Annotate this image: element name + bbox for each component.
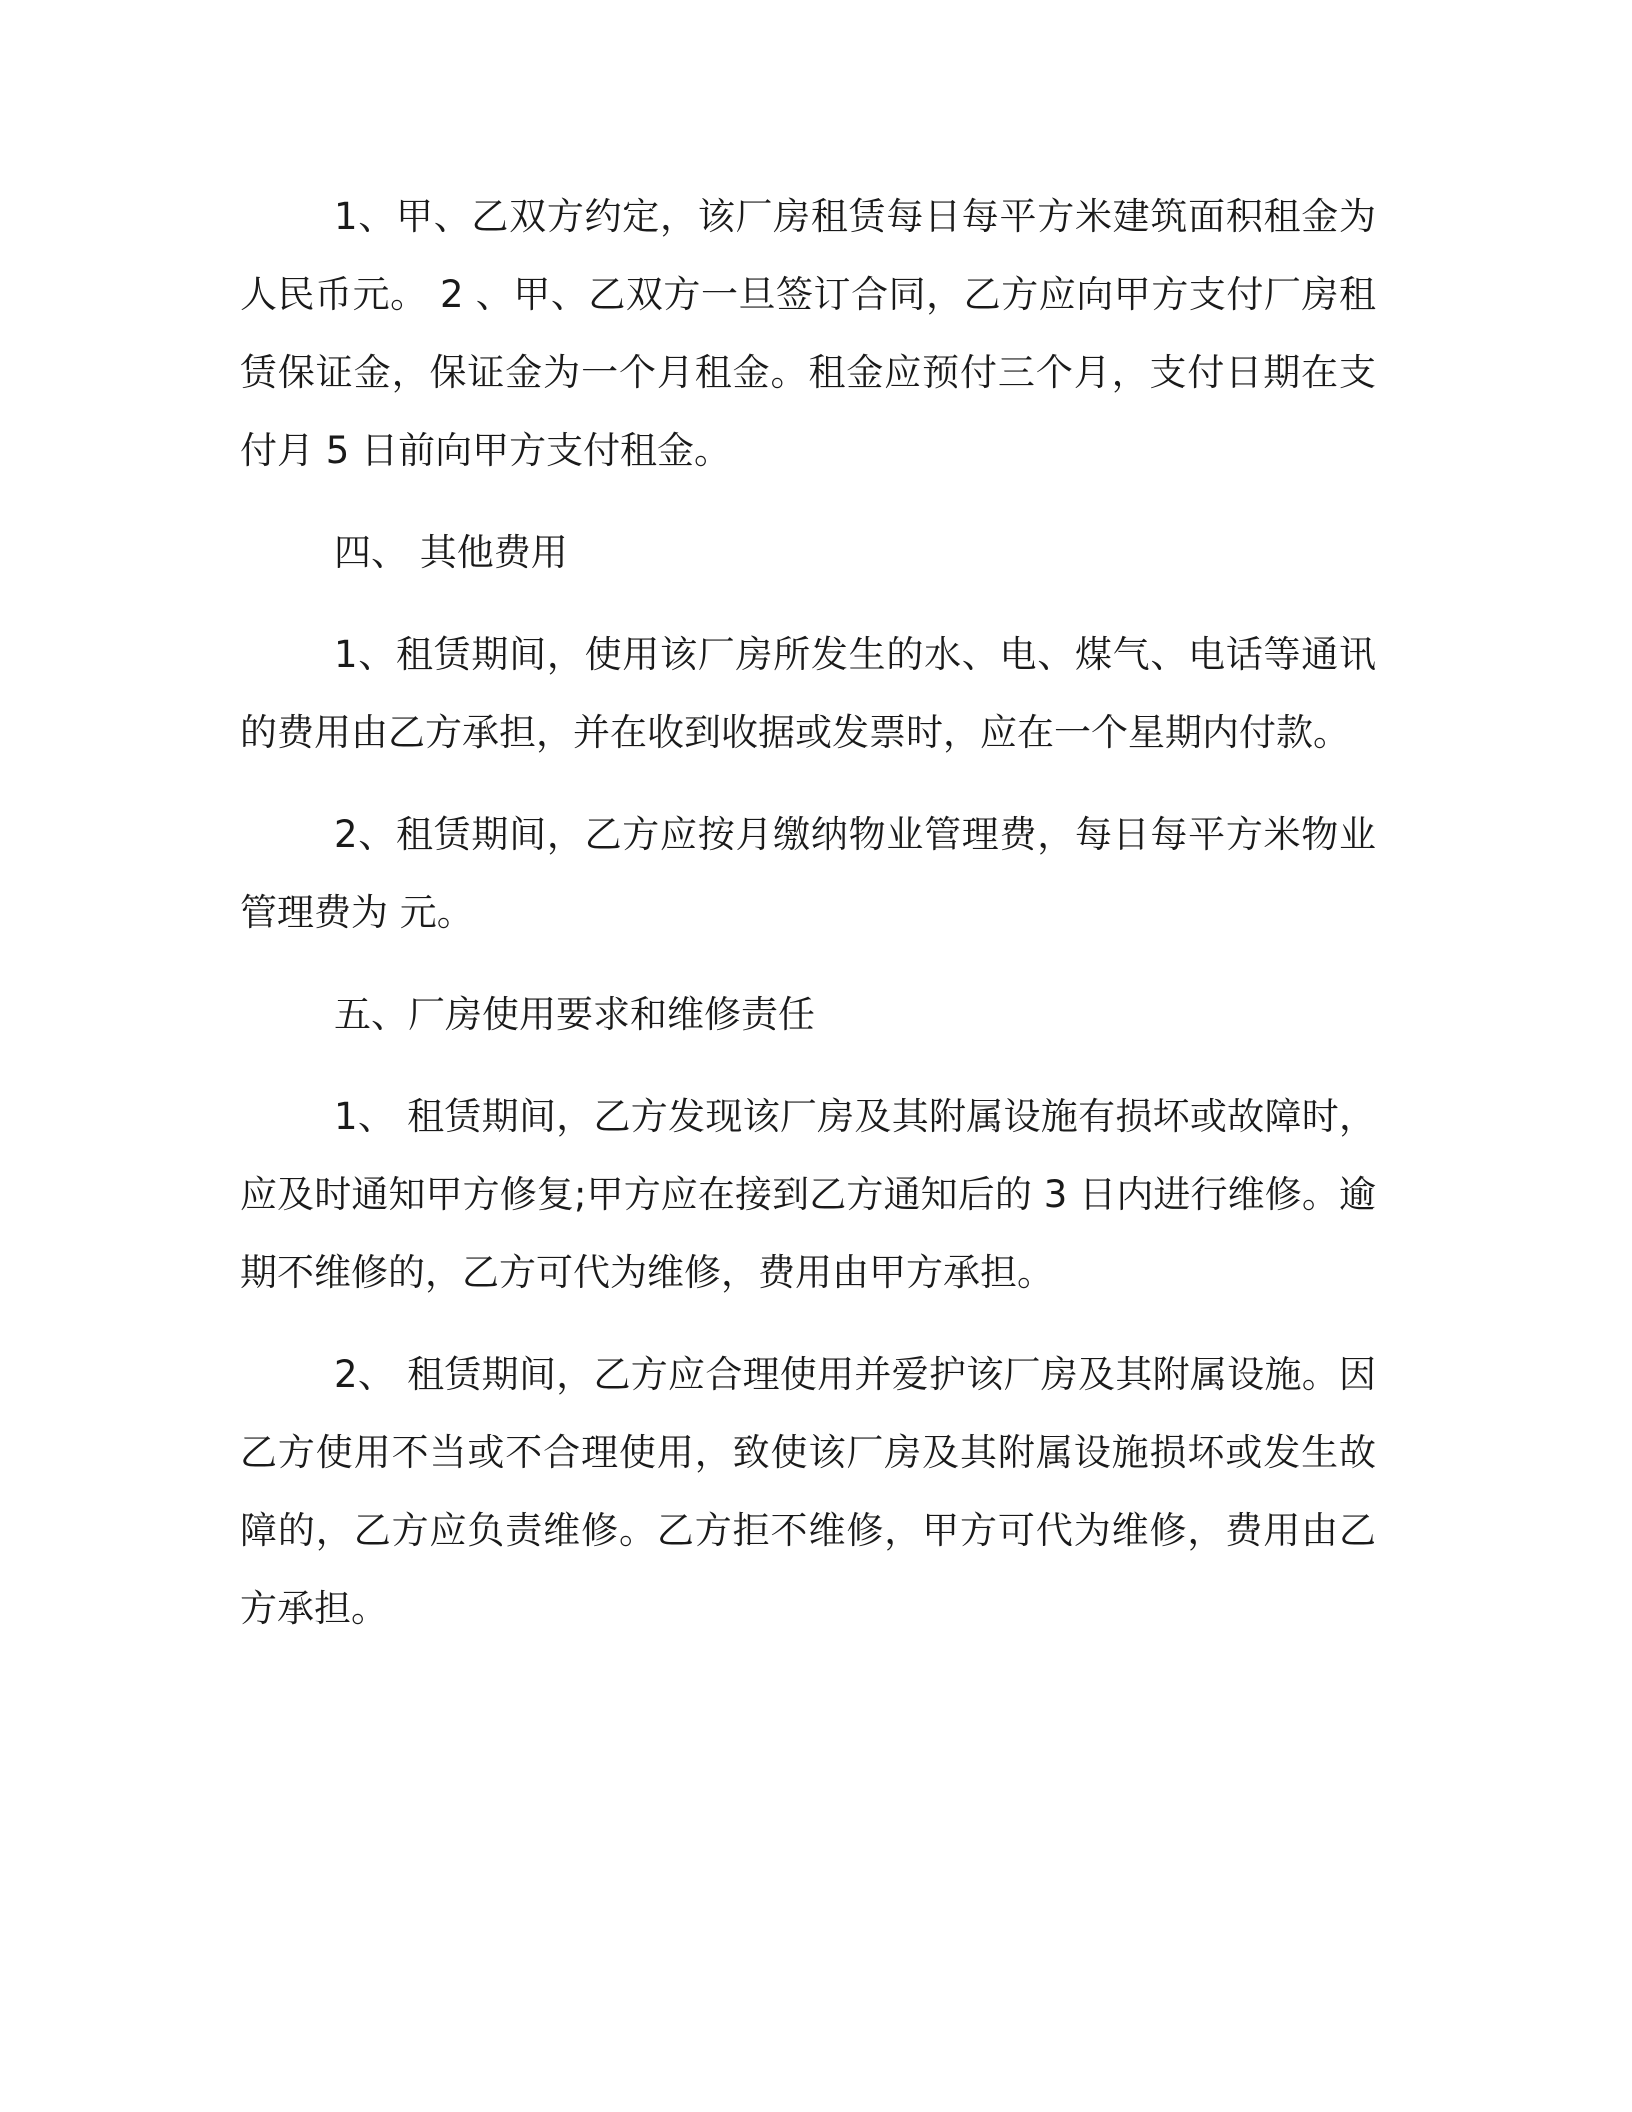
property-management-fee-paragraph: 2、租赁期间，乙方应按月缴纳物业管理费，每日每平方米物业管理费为 元。 xyxy=(240,813,1376,934)
utilities-fee-paragraph: 1、租赁期间，使用该厂房所发生的水、电、煤气、电话等通讯的费用由乙方承担，并在收到收据或发票时，应在一个星期内付款。 xyxy=(240,633,1376,754)
tenant-repair-paragraph: 2、 租赁期间，乙方应合理使用并爱护该厂房及其附属设施。因乙方使用不当或不合理使用，致使该厂房及其附属设施损坏或发生故障的，乙方应负责维修。乙方拒不维修，甲方可代为维修，费用由乙方承担。 xyxy=(240,1353,1376,1630)
document-body xyxy=(240,178,1376,1648)
section-heading-other-fees: 四、 其他费用 xyxy=(334,531,568,574)
landlord-repair-paragraph: 1、 租赁期间，乙方发现该厂房及其附属设施有损坏或故障时，应及时通知甲方修复;甲方应在接到乙方通知后的 3 日内进行维修。逾期不维修的，乙方可代为维修，费用由甲方承担。 xyxy=(240,1095,1376,1294)
rent-payment-paragraph: 1、甲、乙双方约定，该厂房租赁每日每平方米建筑面积租金为人民币元。 2 、甲、乙双方一旦签订合同，乙方应向甲方支付厂房租赁保证金，保证金为一个月租金。租金应预付三个月，支付日期在支付月 5 日前向甲方支付租金。 xyxy=(240,195,1376,472)
section-heading-usage-maintenance: 五、厂房使用要求和维修责任 xyxy=(334,993,815,1036)
